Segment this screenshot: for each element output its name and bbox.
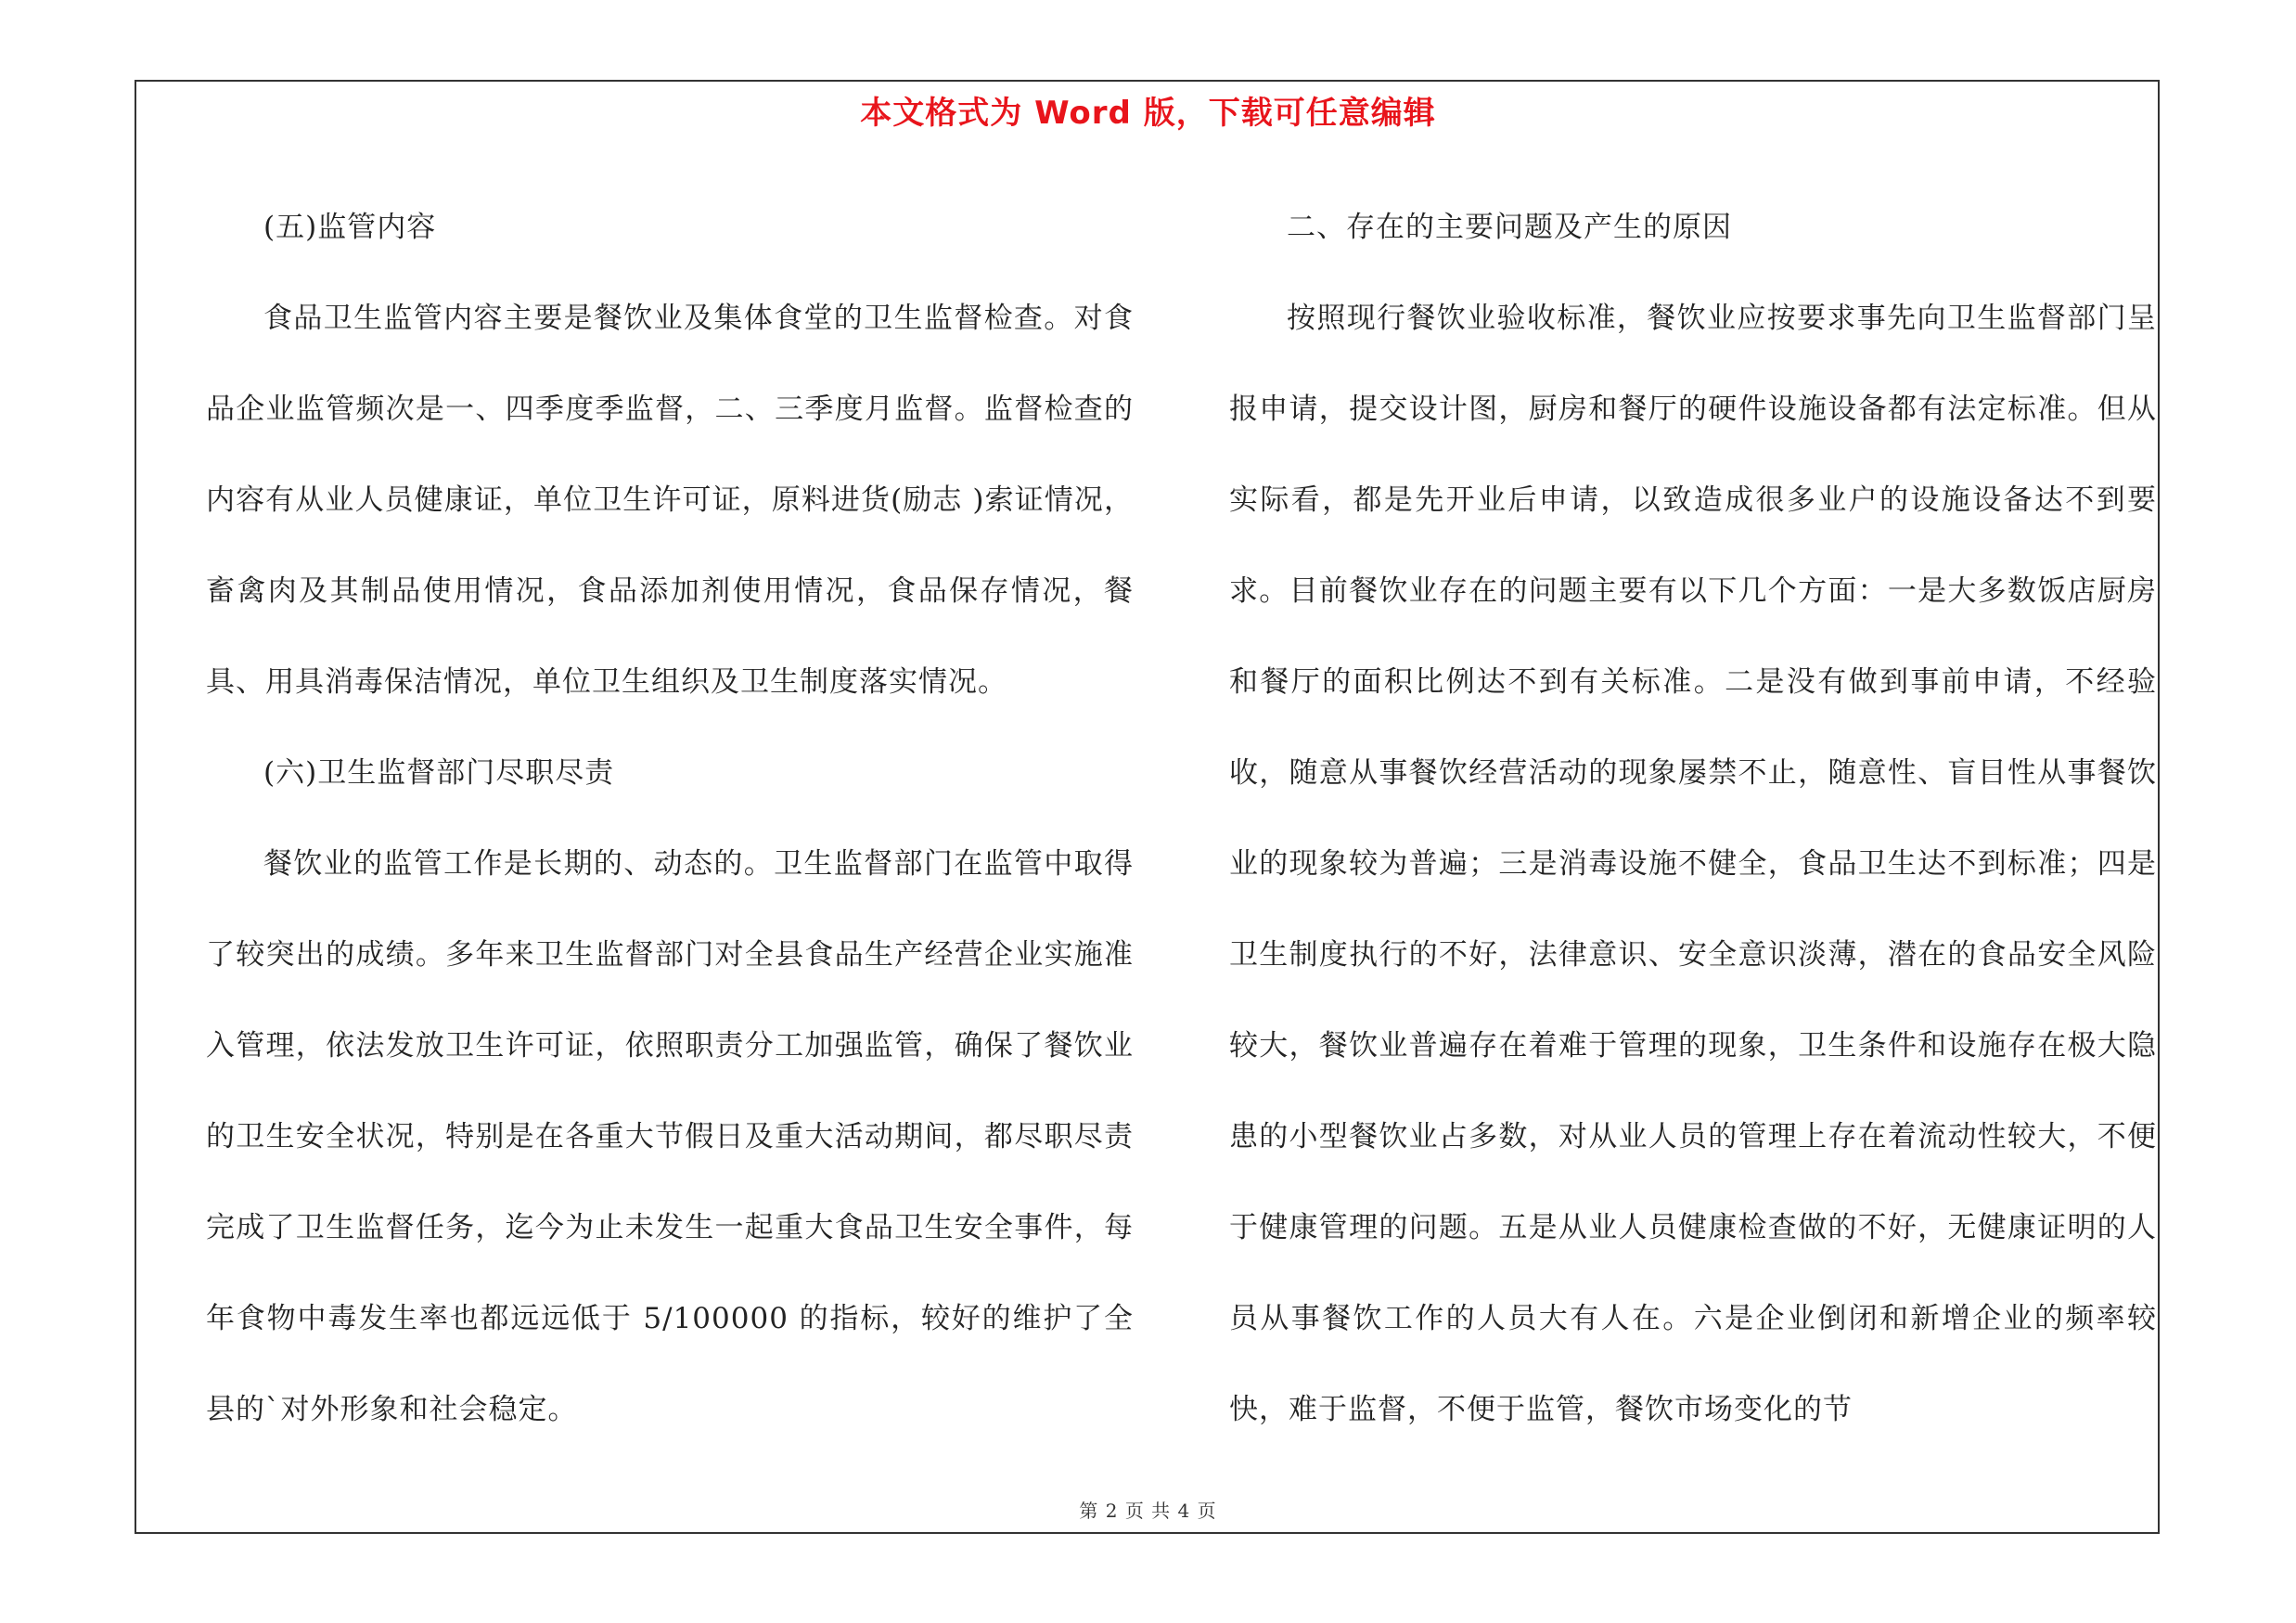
right-column xyxy=(1229,182,2157,1455)
section-heading-supervision-content: (五)监管内容 xyxy=(263,211,437,244)
word-format-banner: 本文格式为 Word 版，下载可任意编辑 xyxy=(860,95,1436,132)
left-column xyxy=(206,182,1134,1455)
section-heading-health-department: (六)卫生监督部门尽职尽责 xyxy=(263,756,615,790)
page-number-footer: 第 2 页 共 4 页 xyxy=(1079,1500,1217,1522)
section-heading-main-problems: 二、存在的主要问题及产生的原因 xyxy=(1287,211,1732,244)
paragraph-supervision-content: 食品卫生监管内容主要是餐饮业及集体食堂的卫生监督检查。对食品企业监管频次是一、四季度季监督，二、三季度月监督。监督检查的内容有从业人员健康证，单位卫生许可证，原料进货(励志 )索证情况，畜禽肉及其制品使用情况，食品添加剂使用情况，食品保存情况，餐具、用具消毒保洁情况，单位卫生组织及卫生制度落实情况。 xyxy=(206,302,1134,699)
paragraph-main-problems: 按照现行餐饮业验收标准，餐饮业应按要求事先向卫生监督部门呈报申请，提交设计图，厨房和餐厅的硬件设施设备都有法定标准。但从实际看，都是先开业后申请，以致造成很多业户的设施设备达不到要求。目前餐饮业存在的问题主要有以下几个方面：一是大多数饭店厨房和餐厅的面积比例达不到有关标准。二是没有做到事前申请，不经验收，随意从事餐饮经营活动的现象屡禁不止，随意性、盲目性从事餐饮业的现象较为普遍；三是消毒设施不健全，食品卫生达不到标准；四是卫生制度执行的不好，法律意识、安全意识淡薄，潜在的食品安全风险较大，餐饮业普遍存在着难于管理的现象，卫生条件和设施存在极大隐患的小型餐饮业占多数，对从业人员的管理上存在着流动性较大，不便于健康管理的问题。五是从业人员健康检查做的不好，无健康证明的人员从事餐饮工作的人员大有人在。六是企业倒闭和新增企业的频率较快，难于监督，不便于监管，餐饮市场变化的节 xyxy=(1229,302,2157,1426)
paragraph-health-department: 餐饮业的监管工作是长期的、动态的。卫生监督部门在监管中取得了较突出的成绩。多年来卫生监督部门对全县食品生产经营企业实施准入管理，依法发放卫生许可证，依照职责分工加强监管，确保了餐饮业的卫生安全状况，特别是在各重大节假日及重大活动期间，都尽职尽责完成了卫生监督任务，迄今为止未发生一起重大食品卫生安全事件，每年食物中毒发生率也都远远低于 5/100000 的指标，较好的维护了全县的`对外形象和社会稳定。 xyxy=(206,847,1134,1426)
